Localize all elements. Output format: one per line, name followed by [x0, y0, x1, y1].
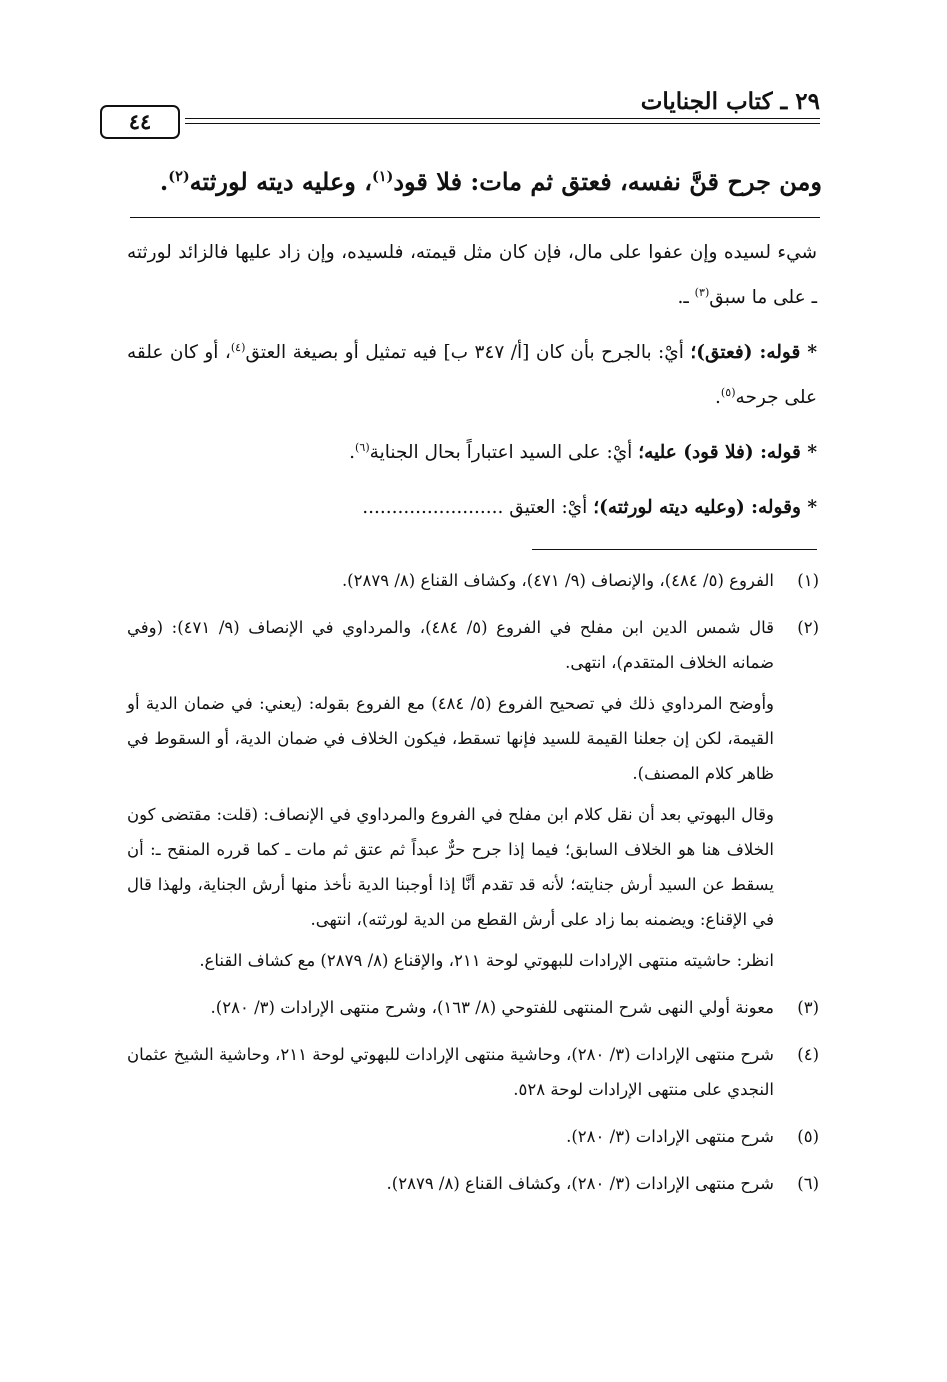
footnotes [127, 563, 819, 1213]
footnote-text: انظر: حاشيته منتهى الإرادات للبهوتي لوحة ٢١١، والإقناع (٨/ ٢٨٧٩) مع كشاف القناع. [199, 951, 774, 970]
footnote-ref: (٢) [168, 168, 190, 185]
footnote-text: وأوضح المرداوي ذلك في تصحيح الفروع (٥/ ٤٨٤) مع الفروع بقوله: (يعني: في ضمان الدية أو القيمة، لكن إن جعلنا القيمة للسيد فإنها تسقط، فيكون الخلاف في ضمان الدية، أو السقوط في ظاهر كلام المصنف). [127, 694, 774, 783]
commentary-text: . [715, 387, 721, 408]
commentary-paragraph [127, 485, 817, 530]
footnote-ref: (٥) [720, 385, 736, 399]
footnote-text: شرح منتهى الإرادات (٣/ ٢٨٠). [566, 1127, 774, 1146]
commentary-lead: * قوله: (فعتق)؛ [690, 342, 817, 363]
footnote-number: (٥) [797, 1127, 819, 1146]
footnote-text: شرح منتهى الإرادات (٣/ ٢٨٠)، وكشاف القناع (٨/ ٢٨٧٩). [386, 1174, 774, 1193]
footnote-ref: (٦) [355, 440, 370, 454]
footnote-item [127, 563, 819, 604]
continuation-dots: ........................ [362, 497, 504, 518]
commentary-text: . [349, 442, 356, 463]
footnote-number: (٤) [797, 1045, 819, 1064]
footnote-item [127, 1037, 819, 1113]
footnote-text: معونة أولي النهى شرح المنتهى للفتوحي (٨/ ١٦٣)، وشرح منتهى الإرادات (٣/ ٢٨٠). [210, 998, 774, 1017]
chapter-title: ٢٩ ـ كتاب الجنايات [640, 88, 820, 115]
footnote-text: الفروع (٥/ ٤٨٤)، والإنصاف (٩/ ٤٧١)، وكشاف القناع (٨/ ٢٨٧٩). [341, 571, 774, 590]
commentary-lead: * وقوله: (وعليه ديته لورثته)؛ [593, 497, 817, 518]
footnote-item [127, 610, 819, 984]
commentary-text: ، أو كان علقه على جرحه [127, 342, 817, 408]
page-number: ٤٤ [100, 105, 180, 139]
matn-text: . [159, 167, 169, 196]
commentary-paragraph [127, 430, 817, 475]
commentary-paragraph [127, 230, 817, 320]
matn-text: ومن جرح قنَّ نفسه، فعتق ثم مات: فلا قود [393, 167, 822, 196]
footnote-item [127, 1166, 819, 1207]
footnote-body [127, 1166, 774, 1207]
commentary-lead: * قوله: (فلا قود) عليه؛ [638, 442, 817, 463]
footnote-body [127, 1119, 774, 1160]
footnote-body [127, 610, 774, 984]
footnote-text: وقال البهوتي بعد أن نقل كلام ابن مفلح في الفروع والمرداوي في الإنصاف: (قلت: مقتضى كون الخلاف هنا هو الخلاف السابق؛ فيما إذا جرح حرٌّ عبداً ثم عتق ثم مات ـ كما قرره المنقح ـ: أن يسقط عن السيد أرش جنايته؛ لأنه قد تقدم أنَّا إذا أوجبنا الدية نأخذ منها أرش الجناية، ولهذا قال في الإقناع: ويضمنه بما زاد على أرش القطع من الدية لورثته)، انتهى. [127, 805, 774, 929]
footnote-item [127, 1119, 819, 1160]
footnote-ref: (١) [371, 168, 394, 185]
footnote-number: (٣) [797, 998, 819, 1017]
commentary-paragraph [127, 330, 817, 420]
footnote-body [127, 990, 774, 1031]
footnote-body [127, 563, 774, 604]
footnote-number: (٦) [797, 1174, 819, 1193]
commentary [127, 230, 817, 540]
commentary-text: أيْ: على السيد اعتباراً بحال الجناية [369, 442, 639, 463]
commentary-text: أيْ: العتيق [509, 497, 594, 518]
footnote-text: شرح منتهى الإرادات (٣/ ٢٨٠)، وحاشية منتهى الإرادات للبهوتي لوحة ٢١١، وحاشية الشيخ عثمان النجدي على منتهى الإرادات لوحة ٥٢٨. [127, 1045, 775, 1099]
footnote-ref: (٣) [694, 285, 710, 299]
header-double-rule [185, 118, 820, 124]
footnote-number: (٢) [797, 618, 819, 637]
matn-divider [130, 217, 820, 218]
footnote-item [127, 990, 819, 1031]
matn-line [122, 167, 822, 196]
page-header [100, 88, 820, 138]
footnote-separator [532, 549, 817, 550]
footnote-text: قال شمس الدين ابن مفلح في الفروع (٥/ ٤٨٤)، والمرداوي في الإنصاف (٩/ ٤٧١): (وفي ضمانه الخلاف المتقدم)، انتهى. [127, 618, 774, 672]
footnote-body [127, 1037, 774, 1113]
commentary-text: أيْ: بالجرح بأن كان [أ/ ٣٤٧ ب] فيه تمثيل أو بصيغة العتق [245, 342, 691, 363]
footnote-ref: (٤) [230, 340, 246, 354]
footnote-number: (١) [797, 571, 819, 590]
commentary-text: ـ. [677, 287, 695, 308]
matn-text: ، وعليه ديته لورثته [189, 167, 372, 196]
commentary-text: شيء لسيده وإن عفوا على مال، فإن كان مثل قيمته، فلسيده، وإن زاد عليها فالزائد لورثته ـ على ما سبق [127, 242, 817, 308]
